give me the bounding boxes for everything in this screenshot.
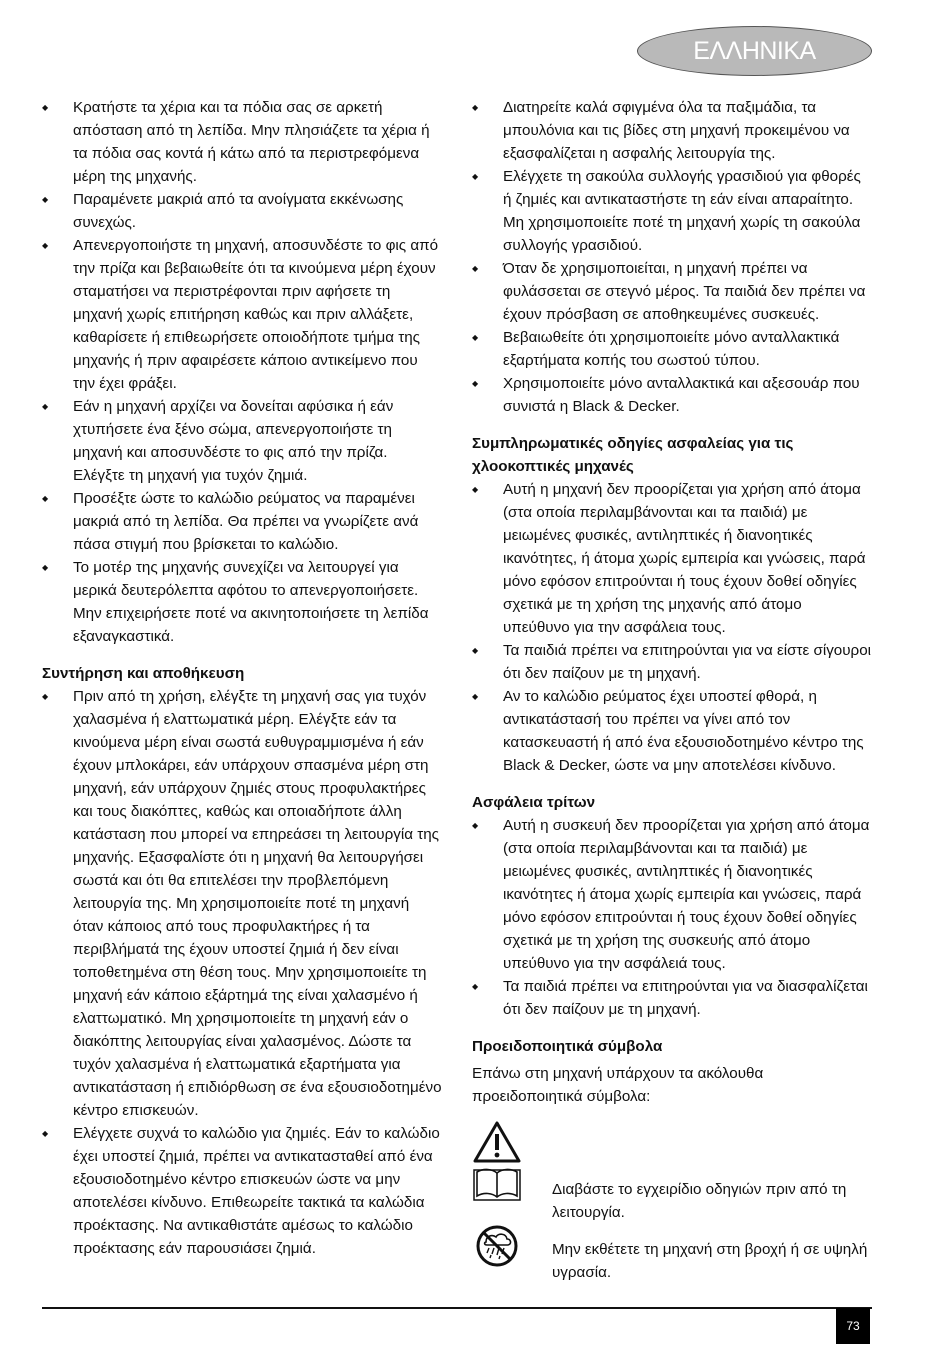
list-item: ◆ Αυτή η μηχανή δεν προορίζεται για χρήση από άτομα (στα οποία περιλαμβάνονται και τα παιδιά) με μειωμένες φυσικές, αντιληπτικές ή διανοητικές ικανότητες, ή άτομα χωρίς εμπειρία και γνώσεις, παρά μόνο εφόσον επιτρούνται ή τους έχουν δοθεί οδηγίες σχετικά με τη χρήση της μηχανής από άτομο υπεύθυνο για την ασφάλεια τους. [472, 478, 872, 639]
footer-divider [42, 1307, 872, 1309]
third-party-heading: Ασφάλεια τρίτων [472, 794, 596, 811]
maintenance-list-continued [472, 96, 872, 418]
supplementary-list [472, 478, 872, 777]
maintenance-heading: Συντήρηση και αποθήκευση [42, 665, 245, 682]
warning-triangle-icon [472, 1120, 522, 1164]
list-item: ◆ Τα παιδιά πρέπει να επιτηρούνται για να είστε σίγουροι ότι δεν παίζουν με τη μηχανή. [472, 639, 872, 685]
language-badge: ΕΛΛΗΝΙΚΑ [637, 26, 872, 76]
list-item: ◆ Βεβαιωθείτε ότι χρησιμοποιείτε μόνο ανταλλακτικά εξαρτήματα κοπής του σωστού τύπου. [472, 326, 872, 372]
page-number: 73 [836, 1308, 870, 1344]
list-item: ◆ Ελέγχετε τη σακούλα συλλογής γρασιδιού για φθορές ή ζημιές και αντικαταστήστε τη εάν είναι απαραίτητο. Μη χρησιμοποιείτε ποτέ τη μηχανή χωρίς τη σακούλα συλλογής γρασιδιού. [472, 165, 872, 257]
list-item: ◆ Απενεργοποιήστε τη μηχανή, αποσυνδέστε το φις από την πρίζα και βεβαιωθείτε ότι τα κινούμενα μέρη έχουν σταματήσει να περιστρέφονται πριν αφήσετε τη μηχανή χωρίς επιτήρηση καθώς και πριν αλλάξετε, καθαρίσετε ή επιθεωρήσετε οποιοδήποτε τμήμα της μηχανής ή πριν αφαιρέσετε κάποιο αντικείμενο που την έχει φράξει. [42, 234, 442, 395]
right-column [472, 96, 872, 1284]
list-item: ◆ Όταν δε χρησιμοποιείται, η μηχανή πρέπει να φυλάσσεται σε στεγνό μέρος. Τα παιδιά δεν πρέπει να έχουν πρόσβαση σε αποθηκευμένες συσκευές. [472, 257, 872, 326]
list-item: ◆ Προσέξτε ώστε το καλώδιο ρεύματος να παραμένει μακριά από τη λεπίδα. Θα πρέπει να γνωρίζετε ανά πάσα στιγμή που βρίσκεται το καλώδιο. [42, 487, 442, 556]
list-item: ◆ Ελέγχετε συχνά το καλώδιο για ζημιές. Εάν το καλώδιο έχει υποστεί ζημιά, πρέπει να αντικατασταθεί από ένα εξουσιοδοτημένο κέντρο επισκευών ώστε να μην αποτελέσει κίνδυνο. Επιθεωρείτε τακτικά τα καλώδια προέκτασης. Να αντικαθιστάτε αμέσως το καλώδιο προέκτασης εάν παρουσιάσει ζημιά. [42, 1122, 442, 1260]
warning-symbols-intro: Επάνω στη μηχανή υπάρχουν τα ακόλουθα προειδοποιητικά σύμβολα: [472, 1065, 764, 1105]
warning-symbols-heading: Προειδοποιητικά σύμβολα [472, 1038, 663, 1055]
list-item: ◆ Αν το καλώδιο ρεύματος έχει υποστεί φθορά, η αντικατάστασή του πρέπει να γίνει από τον κατασκευαστή ή από ένα εξουσιοδοτημένο κέντρο της Black & Decker, ώστε να μην αποτελέσει κίνδυνο. [472, 685, 872, 777]
safety-list [42, 96, 442, 648]
maintenance-list [42, 685, 442, 1260]
list-item: ◆ Εάν η μηχανή αρχίζει να δονείται αφύσικα ή εάν χτυπήσετε ένα ξένο σώμα, απενεργοποιήστε τη μηχανή και αποσυνδέστε το φις από την πρίζα. Ελέγξτε τη μηχανή για τυχόν ζημιά. [42, 395, 442, 487]
list-item: ◆ Χρησιμοποιείτε μόνο ανταλλακτικά και αξεσουάρ που συνιστά η Black & Decker. [472, 372, 872, 418]
no-rain-icon [472, 1224, 522, 1268]
list-item: ◆ Το μοτέρ της μηχανής συνεχίζει να λειτουργεί για μερικά δευτερόλεπτα αφότου το απενεργοποιήσετε. Μην επιχειρήσετε ποτέ να ακινητοποιήσετε τη λεπίδα εξαναγκαστικά. [42, 556, 442, 648]
list-item: ◆ Πριν από τη χρήση, ελέγξτε τη μηχανή σας για τυχόν χαλασμένα ή ελαττωματικά μέρη. Ελέγξτε εάν τα κινούμενα μέρη είναι σωστά ευθυγραμμισμένα ή εάν έχουν μπλοκάρει, εάν υπάρχουν σπασμένα μέρη στη μηχανή, εάν υπάρχουν ζημιές στους προφυλακτήρες και τους διακόπτες, καθώς και οποιαδήποτε άλλη κατάσταση που μπορεί να επηρεάσει τη λειτουργία της μηχανής. Εξασφαλίστε ότι η μηχανή θα λειτουργήσει σωστά και ότι θα επιτελέσει την προβλεπόμενη λειτουργία της. Μη χρησιμοποιείτε ποτέ τη μηχανή όταν κάποιος από τους προφυλακτήρες ή τα περιβλήματά της έχουν υποστεί ζημιά ή δεν είναι τοποθετημένα στη θέση τους. Μην χρησιμοποιείτε τη μηχανή εάν κάποιο εξάρτημά της είναι χαλασμένο ή ελαττωματικό. Μη χρησιμοποιείτε τη μηχανή εάν ο διακόπτης λειτουργίας είναι χαλασμένος. Δώστε τα τυχόν χαλασμένα ή ελαττωματικά εξαρτήματα για αντικατάσταση ή επιδιόρθωση σε ένα εξουσιοδοτημένο κέντρο επισκευών. [42, 685, 442, 1122]
list-item: ◆ Διατηρείτε καλά σφιγμένα όλα τα παξιμάδια, τα μπουλόνια και τις βίδες στη μηχανή προκειμένου να εξασφαλίζεται η ασφαλής λειτουργία της. [472, 96, 872, 165]
symbol-row-warning [472, 1120, 872, 1164]
list-item: ◆ Παραμένετε μακριά από τα ανοίγματα εκκένωσης συνεχώς. [42, 188, 442, 234]
manual-book-icon [472, 1164, 522, 1208]
list-item: ◆ Τα παιδιά πρέπει να επιτηρούνται για να διασφαλίζεται ότι δεν παίζουν με τη μηχανή. [472, 975, 872, 1021]
list-item: ◆ Αυτή η συσκευή δεν προορίζεται για χρήση από άτομα (στα οποία περιλαμβάνονται και τα παιδιά) με μειωμένες φυσικές, αντιληπτικές ή διανοητικές ικανότητες ή άτομα χωρίς εμπειρία και γνώσεις, παρά μόνο εφόσον επιτρούνται ή τους έχουν δοθεί οδηγίες σχετικά με τη χρήση της συσκευής από άτομο υπεύθυνο για την ασφάλειά τους. [472, 814, 872, 975]
third-party-list [472, 814, 872, 1021]
supplementary-heading: Συμπληρωματικές οδηγίες ασφαλείας για τις χλοοκοπτικές μηχανές [472, 435, 794, 475]
symbol-row-no-rain [472, 1224, 872, 1284]
symbol-text-manual: Διαβάστε το εγχειρίδιο οδηγιών πριν από τη λειτουργία. [552, 1181, 847, 1221]
left-column [42, 96, 442, 1260]
symbol-row-manual [472, 1164, 872, 1224]
symbol-text-no-rain: Μην εκθέτετε τη μηχανή στη βροχή ή σε υψηλή υγρασία. [552, 1241, 868, 1281]
list-item: ◆ Κρατήστε τα χέρια και τα πόδια σας σε αρκετή απόσταση από τη λεπίδα. Μην πλησιάζετε τα χέρια ή τα πόδια σας κοντά ή κάτω από τα περιστρεφόμενα μέρη της μηχανής. [42, 96, 442, 188]
